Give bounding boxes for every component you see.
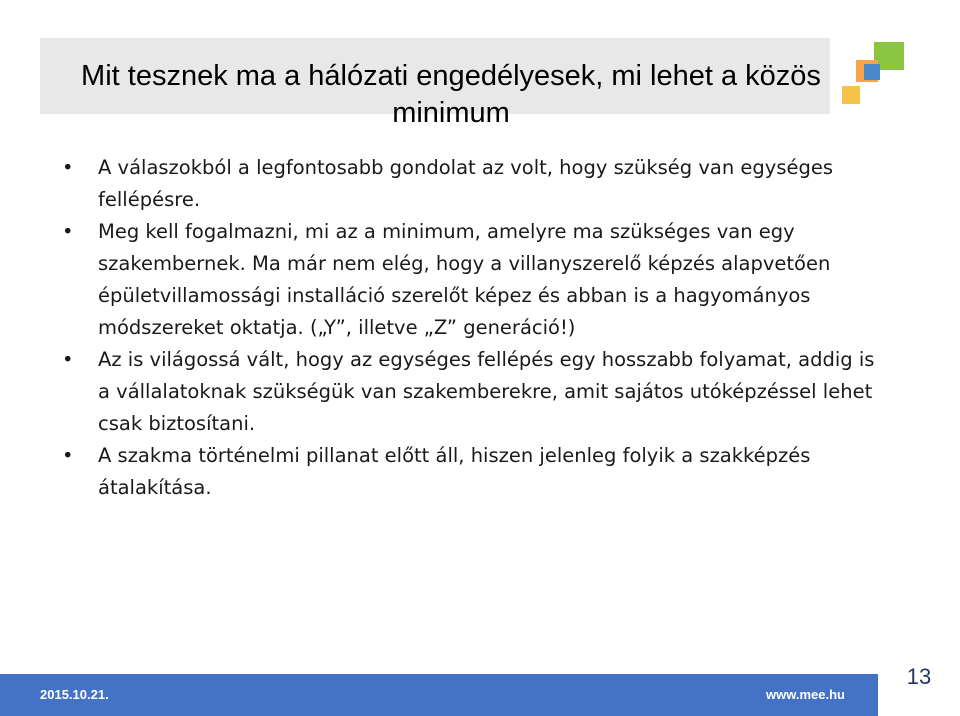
- bullet-item: [60, 152, 880, 216]
- bullet-list: [60, 152, 880, 504]
- footer-url: www.mee.hu: [766, 687, 845, 702]
- logo-square-yellow: [842, 86, 860, 104]
- bullet-dot-icon: •: [62, 348, 74, 371]
- slide-title: Mit tesznek ma a hálózati engedélyesek, mi lehet a közös minimum: [81, 60, 821, 129]
- bullet-text: A szakma történelmi pillanat előtt áll, hiszen jelenleg folyik a szakképzés átalakítása.: [98, 444, 811, 499]
- bullet-item: [60, 216, 880, 344]
- bullet-item: [60, 344, 880, 440]
- bullet-dot-icon: •: [62, 444, 74, 467]
- footer-date: 2015.10.21.: [40, 687, 109, 702]
- bullet-dot-icon: •: [62, 220, 74, 243]
- bullet-text: Meg kell fogalmazni, mi az a minimum, amelyre ma szükséges van egy szakembernek. Ma már nem elég, hogy a villanyszerelő képzés alapvetően épületvillamossági installáció szerelőt képez és abban is a hagyományos módszereket oktatja. („Y”, illetve „Z” generáció!): [98, 220, 831, 339]
- logo-square-blue: [864, 64, 880, 80]
- bullet-text: A válaszokból a legfontosabb gondolat az volt, hogy szükség van egységes fellépésre.: [98, 156, 834, 211]
- bullet-dot-icon: •: [62, 156, 74, 179]
- mee-logo-icon: [838, 42, 906, 108]
- page-number: 13: [906, 664, 932, 689]
- bullet-item: [60, 440, 880, 504]
- bullet-text: Az is világossá vált, hogy az egységes fellépés egy hosszabb folyamat, addig is a vállalatoknak szükségük van szakemberekre, amit sajátos utóképzéssel lehet csak biztosítani.: [98, 348, 875, 435]
